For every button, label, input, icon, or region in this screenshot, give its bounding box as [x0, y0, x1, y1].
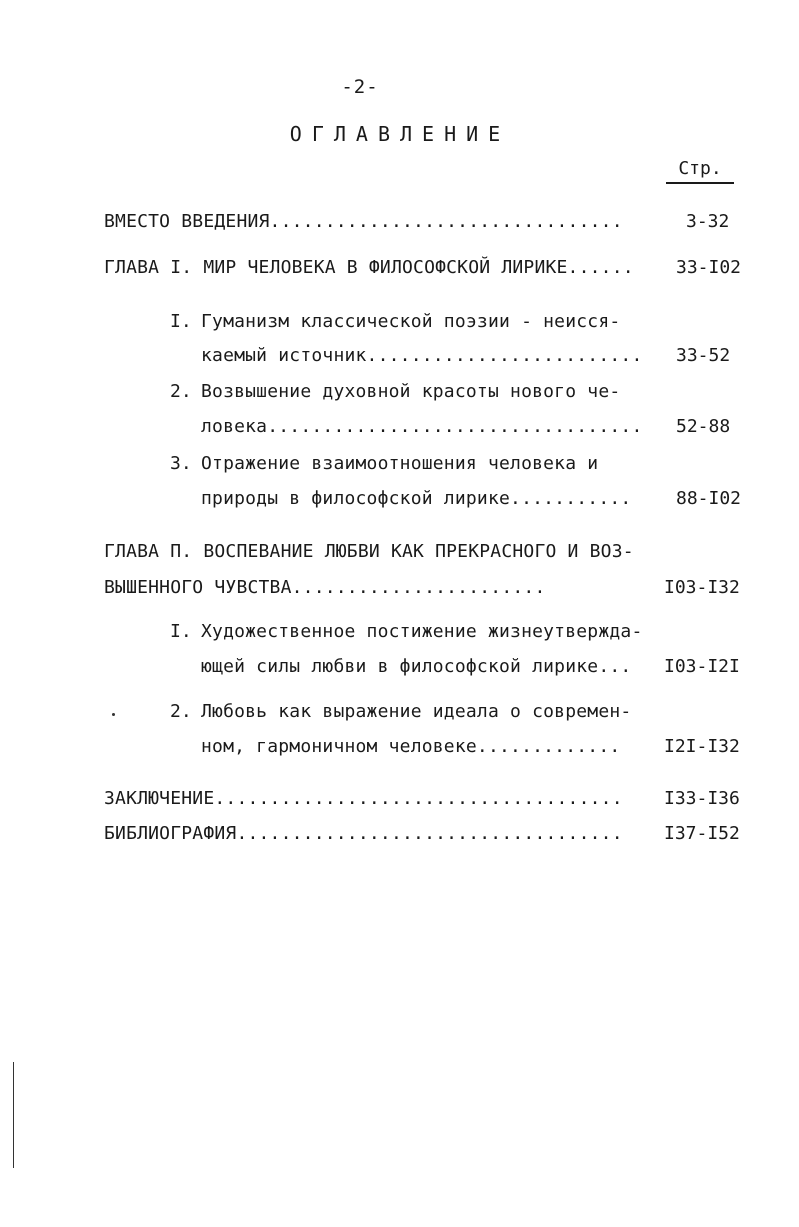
toc-number-2-2: 2.: [170, 701, 192, 722]
toc-pages-bibliography: I37-I52: [664, 823, 740, 844]
page-number: -2-: [341, 76, 379, 98]
toc-entry-conclusion: ЗАКЛЮЧЕНИЕ.....................................: [104, 788, 623, 809]
toc-pages-2-2: I2I-I32: [664, 736, 740, 757]
toc-entry-1-1-line2: каемый источник.........................: [201, 345, 643, 366]
toc-entry-1-3-line2: природы в философской лирике...........: [201, 488, 632, 509]
toc-pages-conclusion: I33-I36: [664, 788, 740, 809]
toc-entry-2-2-line1: Любовь как выражение идеала о современ-: [201, 701, 632, 722]
toc-number-1-1: I.: [170, 311, 192, 332]
toc-number-2-1: I.: [170, 621, 192, 642]
scan-speck: [112, 713, 115, 716]
toc-pages-2-1: I03-I2I: [664, 656, 740, 677]
toc-entry-bibliography: БИБЛИОГРАФИЯ...................................: [104, 823, 623, 844]
toc-entry-1-2-line1: Возвышение духовной красоты нового че-: [201, 381, 621, 402]
toc-pages-1-1: 33-52: [676, 345, 731, 366]
toc-entry-chapter-2-line1: ГЛАВА П. ВОСПЕВАНИЕ ЛЮБВИ КАК ПРЕКРАСНОГО И ВОЗ-: [104, 541, 634, 562]
toc-pages-intro: 3-32: [686, 211, 730, 232]
toc-pages-1-3: 88-I02: [676, 488, 742, 509]
toc-entry-chapter-1: ГЛАВА I. МИР ЧЕЛОВЕКА В ФИЛОСОФСКОЙ ЛИРИКЕ......: [104, 257, 634, 278]
toc-pages-chapter-1: 33-I02: [676, 257, 742, 278]
toc-entry-2-2-line2: ном, гармоничном человеке.............: [201, 736, 621, 757]
toc-entry-1-1-line1: Гуманизм классической поэзии - неисся-: [201, 311, 621, 332]
toc-entry-2-1-line1: Художественное постижение жизнеутвержда-: [201, 621, 643, 642]
toc-entry-chapter-2-line2: ВЫШЕННОГО ЧУВСТВА.......................: [104, 577, 546, 598]
toc-number-1-2: 2.: [170, 381, 192, 402]
toc-entry-intro: ВМЕСТО ВВЕДЕНИЯ................................: [104, 211, 623, 232]
page-column-header: Стр.: [666, 158, 734, 184]
toc-entry-1-2-line2: ловека..................................: [201, 416, 643, 437]
toc-number-1-3: 3.: [170, 453, 192, 474]
toc-entry-1-3-line1: Отражение взаимоотношения человека и: [201, 453, 599, 474]
toc-pages-1-2: 52-88: [676, 416, 731, 437]
document-title: ОГЛАВЛЕНИЕ: [289, 122, 511, 146]
toc-pages-chapter-2: I03-I32: [664, 577, 740, 598]
toc-entry-2-1-line2: ющей силы любви в философской лирике...: [201, 656, 632, 677]
scan-margin-line: [13, 1062, 14, 1168]
